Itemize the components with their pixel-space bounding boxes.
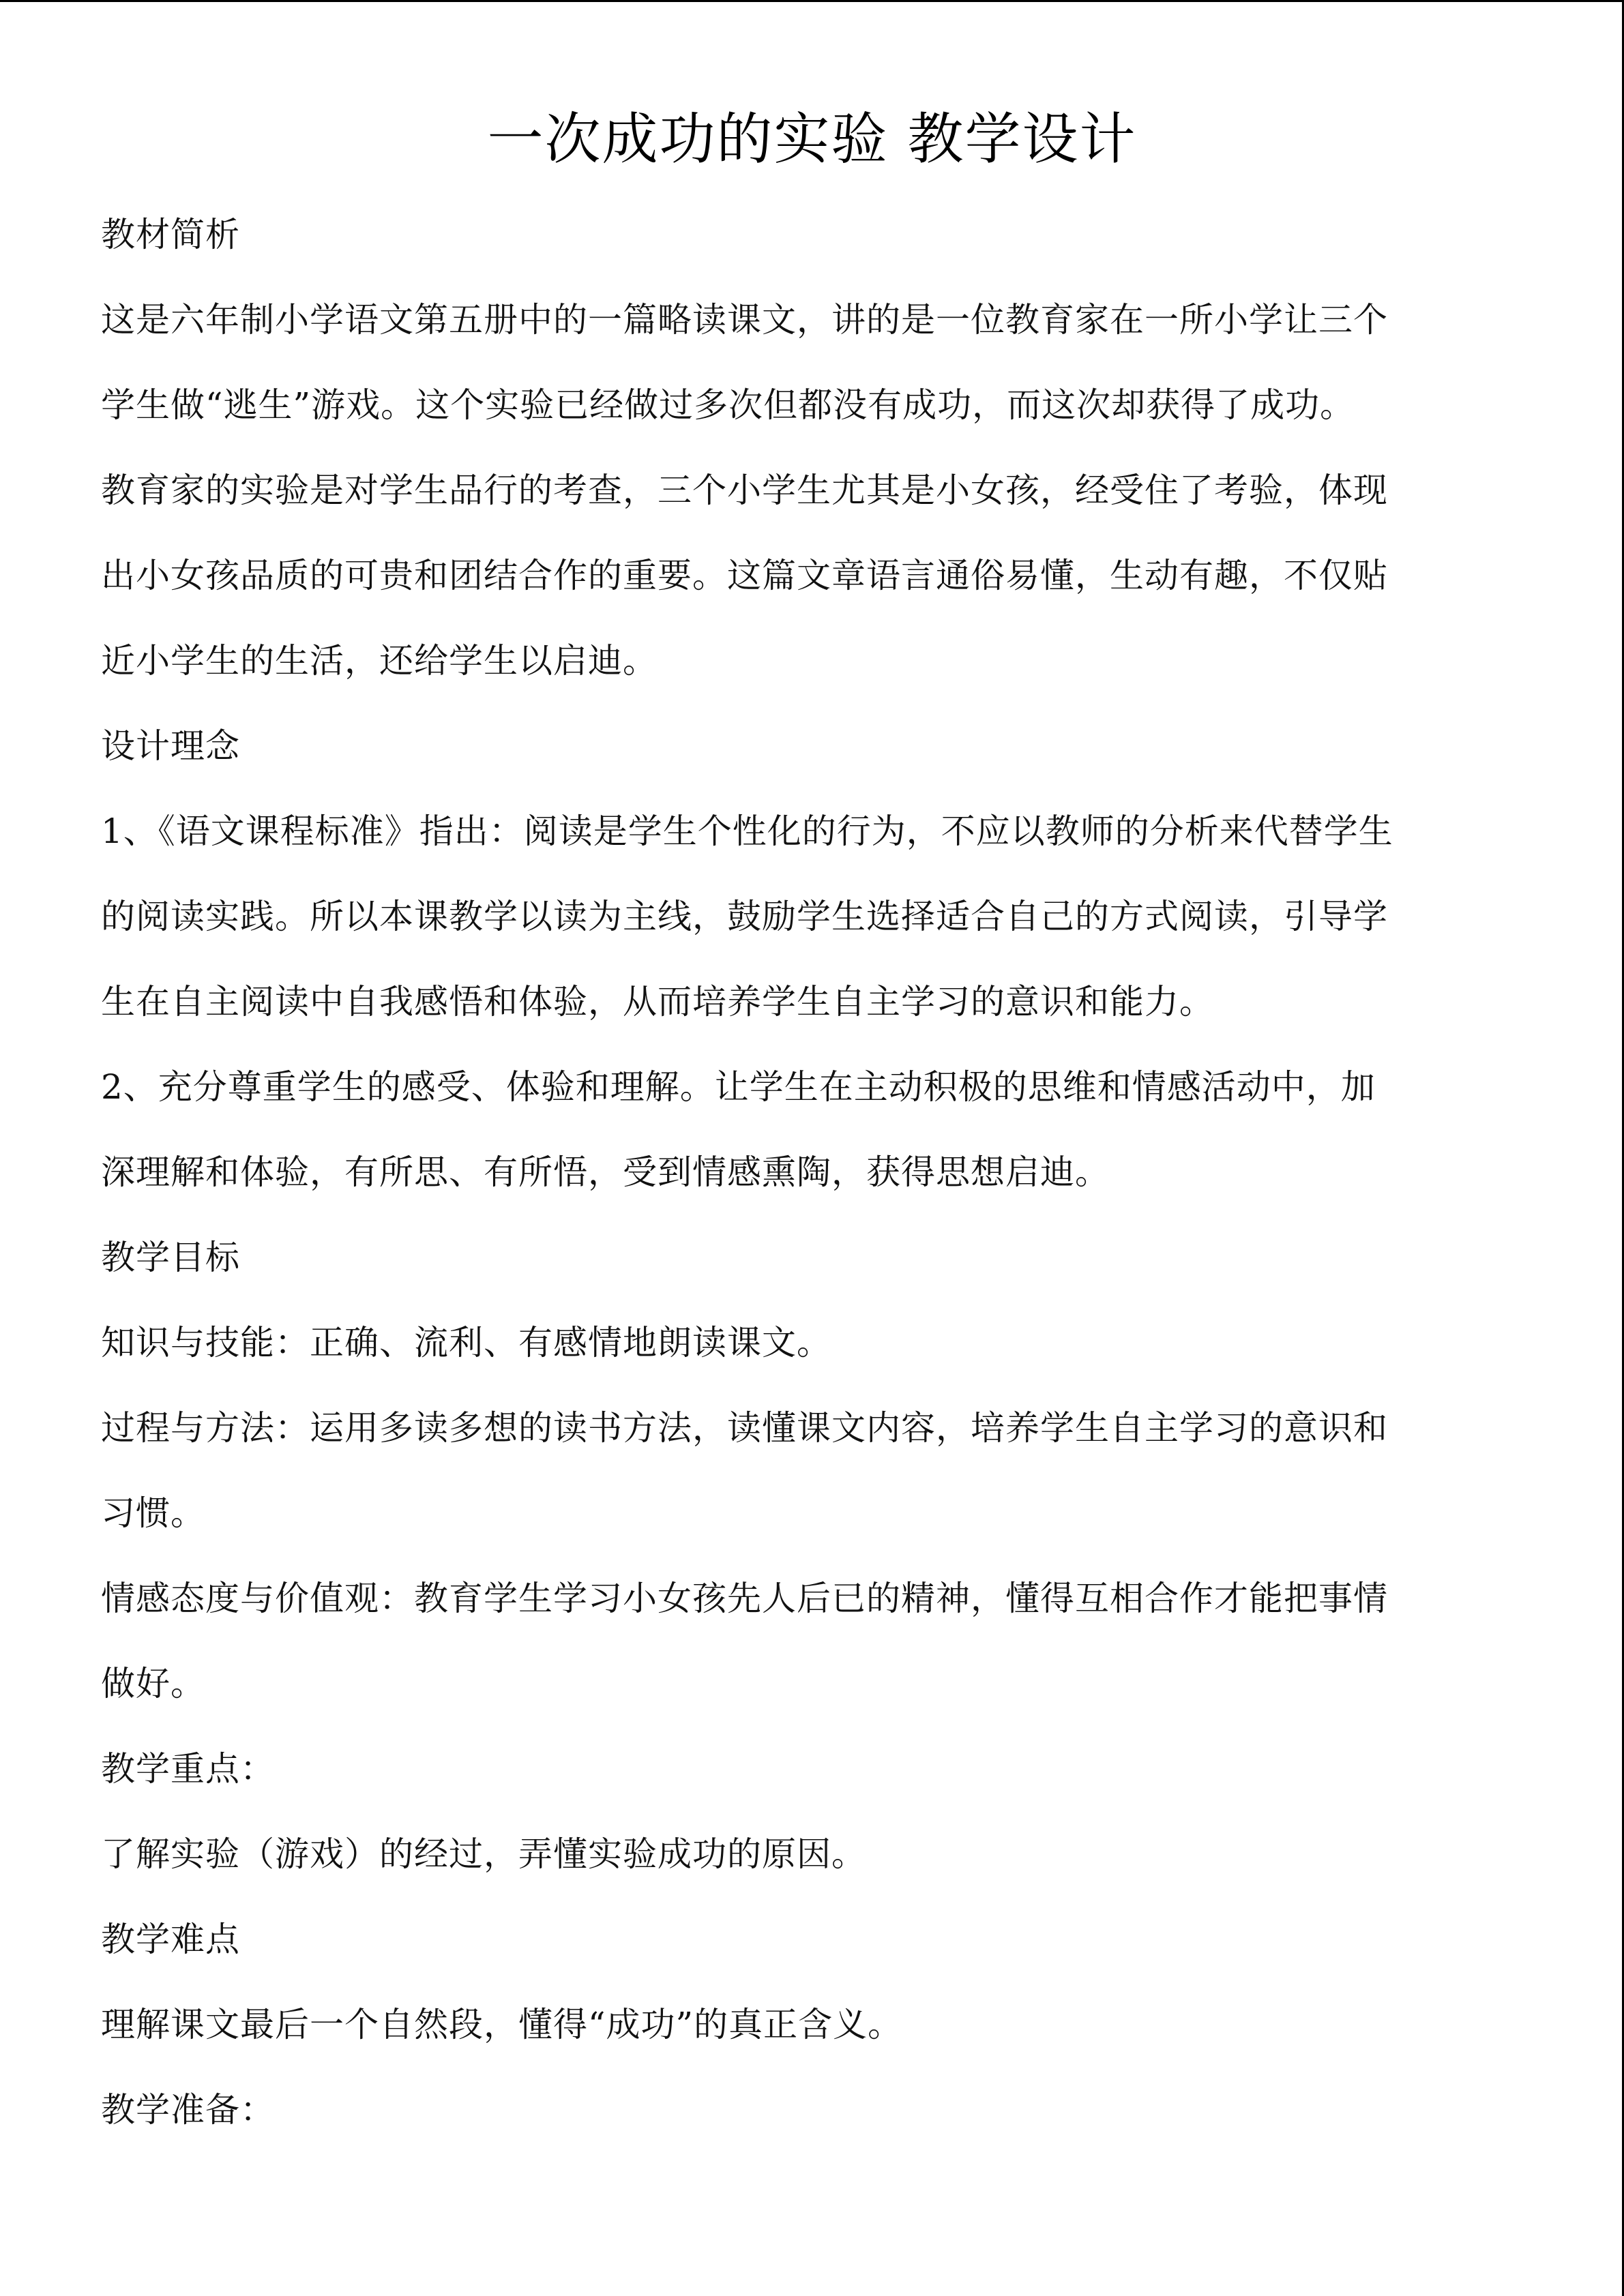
paragraph-line: 出小女孩品质的可贵和团结合作的重要。这篇文章语言通俗易懂，生动有趣，不仅贴 [101,556,1388,595]
document-title: 一次成功的实验 教学设计 [487,107,1137,172]
paragraph-line: 近小学生的生活，还给学生以启迪。 [101,641,658,681]
document-body [101,192,1520,2153]
paragraph-line: 学生做“逃生”游戏。这个实验已经做过多次但都没有成功，而这次却获得了成功。 [101,385,1355,425]
paragraph-line: 习惯。 [101,1493,205,1533]
page-border-top [0,0,1624,2]
paragraph-line: 的阅读实践。所以本课教学以读为主线，鼓励学生选择适合自己的方式阅读，引导学 [101,897,1388,936]
paragraph-line: 理解课文最后一个自然段，懂得“成功”的真正含义。 [101,2005,903,2044]
heading-teaching-key-points: 教学重点： [101,1749,275,1789]
paragraph-line: 这是六年制小学语文第五册中的一篇略读课文，讲的是一位教育家在一所小学让三个 [101,300,1388,340]
paragraph-line: 了解实验（游戏）的经过，弄懂实验成功的原因。 [101,1834,866,1874]
heading-design-concept: 设计理念 [101,726,240,766]
heading-textbook-analysis: 教材简析 [101,215,240,254]
paragraph-line: 2、充分尊重学生的感受、体验和理解。让学生在主动积极的思维和情感活动中，加 [101,1067,1376,1107]
paragraph-line: 过程与方法：运用多读多想的读书方法，读懂课文内容，培养学生自主学习的意识和 [101,1408,1388,1448]
paragraph-line: 知识与技能：正确、流利、有感情地朗读课文。 [101,1323,831,1362]
paragraph-line: 生在自主阅读中自我感悟和体验，从而培养学生自主学习的意识和能力。 [101,982,1214,1022]
heading-teaching-difficulties: 教学难点 [101,1920,240,1959]
paragraph-line: 做好。 [101,1664,205,1703]
heading-teaching-goals: 教学目标 [101,1238,240,1277]
paragraph-line: 深理解和体验，有所思、有所悟，受到情感熏陶，获得思想启迪。 [101,1152,1110,1192]
paragraph-line: 1、《语文课程标准》指出：阅读是学生个性化的行为，不应以教师的分析来代替学生 [101,811,1393,851]
paragraph-line: 教育家的实验是对学生品行的考查，三个小学生尤其是小女孩，经受住了考验，体现 [101,471,1388,510]
heading-teaching-preparation: 教学准备： [101,2090,275,2130]
paragraph-line: 情感态度与价值观：教育学生学习小女孩先人后已的精神，懂得互相合作才能把事情 [101,1579,1388,1618]
